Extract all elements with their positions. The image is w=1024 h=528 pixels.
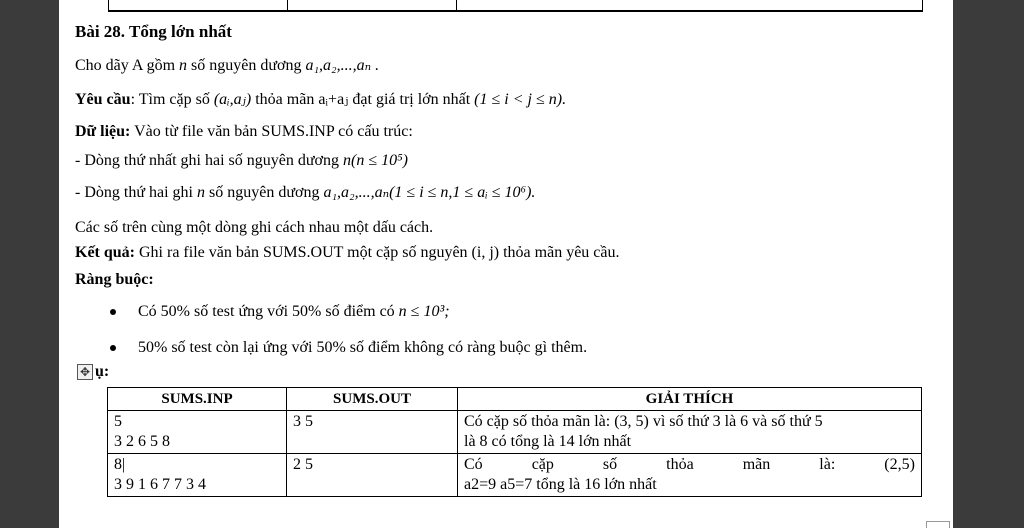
table-row: [108, 411, 922, 454]
previous-table-bottom: [108, 0, 923, 12]
intro-line: Cho dãy A gồm n số nguyên dương a₁,a₂,...,aₙ .: [75, 57, 380, 74]
bullet-icon: [110, 345, 116, 351]
requirement-line: Yêu cầu: Tìm cặp số (aᵢ,aⱼ) thỏa mãn aᵢ+aⱼ đạt giá trị lớn nhất (1 ≤ i < j ≤ n).: [75, 91, 567, 108]
cell-inp[interactable]: 8| 3 9 1 6 7 7 3 4: [108, 454, 287, 497]
document-page: [59, 0, 953, 528]
page-corner-widget: [926, 521, 950, 528]
header-out: SUMS.OUT: [287, 388, 458, 411]
input-line-1: - Dòng thứ nhất ghi hai số nguyên dương n(n ≤ 10⁵): [75, 152, 408, 169]
input-line-2: - Dòng thứ hai ghi n số nguyên dương a₁,a₂,...,aₙ(1 ≤ i ≤ n,1 ≤ aᵢ ≤ 10⁶).: [75, 184, 536, 201]
example-label: ụ:: [95, 363, 110, 380]
data-line: Dữ liệu: Vào từ file văn bản SUMS.INP có cấu trúc:: [75, 123, 413, 140]
constraint-bullet-1: Có 50% số test ứng với 50% số điểm có n ≤ 10³;: [110, 302, 450, 322]
header-inp: SUMS.INP: [108, 388, 287, 411]
cell-out[interactable]: 3 5: [287, 411, 458, 454]
header-explain: GIẢI THÍCH: [458, 388, 922, 411]
example-table: [107, 387, 922, 497]
table-row: [108, 454, 922, 497]
constraint-bullet-2: 50% số test còn lại ứng với 50% số điểm không có ràng buộc gì thêm.: [110, 338, 587, 358]
result-line: Kết quả: Ghi ra file văn bản SUMS.OUT một cặp số nguyên (i, j) thỏa mãn yêu cầu.: [75, 244, 620, 261]
cell-out[interactable]: 2 5: [287, 454, 458, 497]
cell-explain[interactable]: Có cặp số thỏa mãn là: (2,5) a2=9 a5=7 tổng là 16 lớn nhất: [458, 454, 922, 497]
cell-explain[interactable]: Có cặp số thỏa mãn là: (3, 5) vì số thứ 3 là 6 và số thứ 5 là 8 có tổng là 14 lớn nhất: [458, 411, 922, 454]
cell-inp[interactable]: 5 3 2 6 5 8: [108, 411, 287, 454]
explain-justified-line: Có cặp số thỏa mãn là: (2,5): [464, 456, 915, 473]
separator-line: Các số trên cùng một dòng ghi cách nhau một dấu cách.: [75, 219, 434, 236]
table-move-icon[interactable]: ✥: [77, 364, 93, 380]
constraint-heading: Ràng buộc:: [75, 271, 154, 288]
table-header-row: [108, 388, 922, 411]
problem-title: Bài 28. Tổng lớn nhất: [75, 22, 232, 41]
bullet-icon: [110, 309, 116, 315]
